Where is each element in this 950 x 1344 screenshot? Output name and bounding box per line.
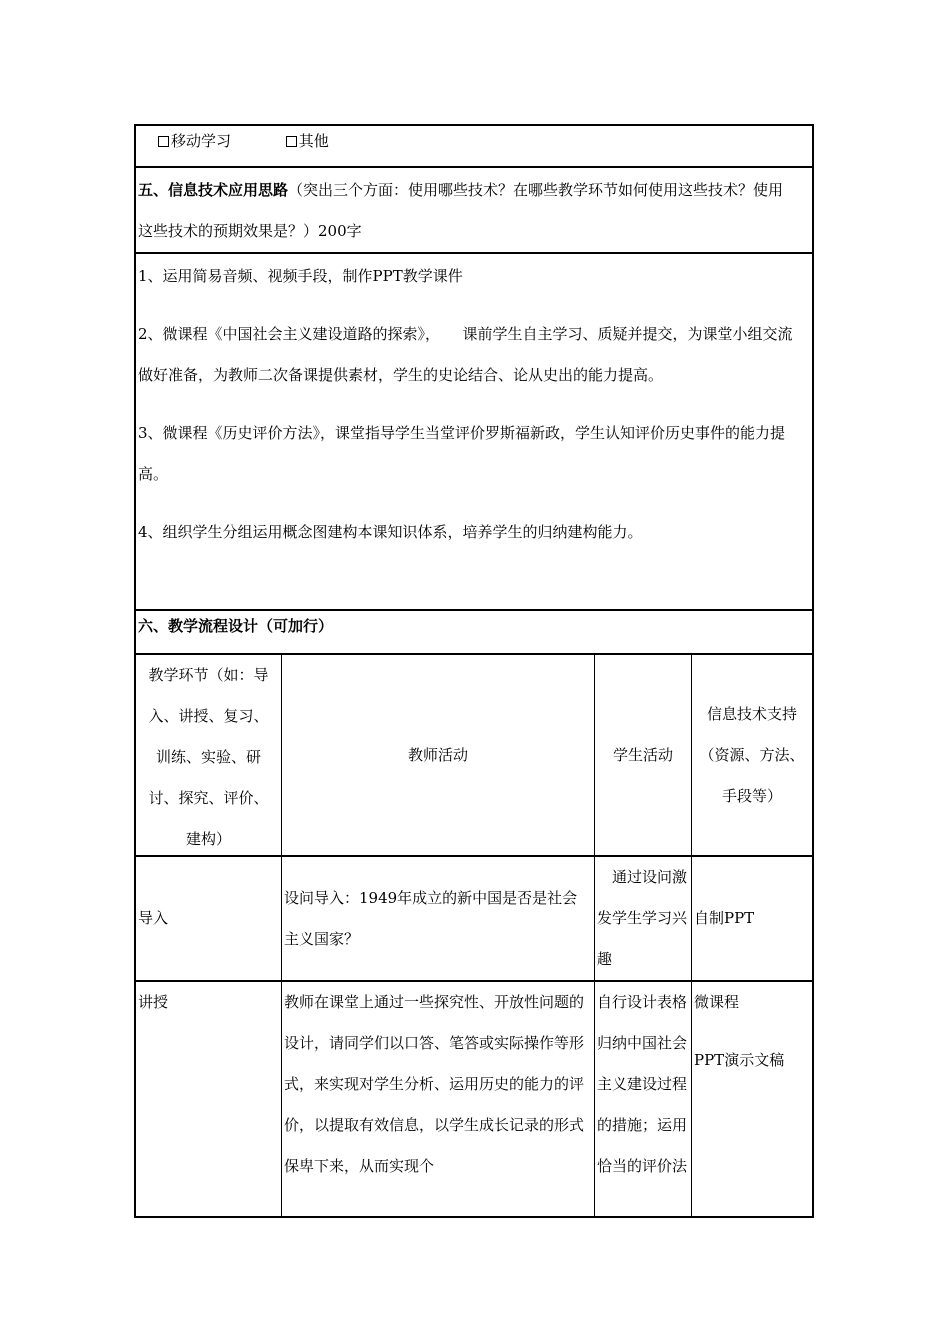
document-table: [134, 124, 814, 1218]
section5-note: （突出三个方面：使用哪些技术？在哪些教学环节如何使用这些技术？使用这些技术的预期效果是？）200字: [138, 181, 784, 240]
row-teacher: 设问导入：1949年成立的新中国是否是社会主义国家？: [282, 857, 595, 980]
section5-item: 3、微课程《历史评价方法》，课堂指导学生当堂评价罗斯福新政，学生认知评价历史事件的能力提高。: [138, 424, 786, 483]
header-teacher: 教师活动: [282, 655, 595, 855]
row-student: 自行设计表格归纳中国社会主义建设过程的措施；运用恰当的评价法: [595, 982, 692, 1216]
table-header-row: [134, 653, 814, 855]
header-stage: 教学环节（如：导入、讲授、复习、训练、实验、研讨、探究、评价、建构）: [136, 655, 282, 855]
section5-heading: [134, 166, 814, 252]
row-teacher: 教师在课堂上通过一些探究性、开放性问题的设计，请同学们以口答、笔答或实际操作等形式，来实现对学生分析、运用历史的能力的评价，以提取有效信息，以学生成长记录的形式保卑下来，从而实现个: [282, 982, 595, 1216]
section5-title: 五、信息技术应用思路: [138, 181, 289, 199]
section5-item: 2、微课程《中国社会主义建设道路的探索》， 课前学生自主学习、质疑并提交，为课堂小组交流做好准备，为教师二次备课提供素材，学生的史论结合、论从史出的能力提高。: [138, 325, 793, 384]
row-student: 通过设问激发学生学习兴趣: [595, 857, 692, 980]
section6-heading: 六、教学流程设计（可加行）: [134, 609, 814, 653]
row-tech-item: 微课程: [694, 993, 740, 1011]
section5-body: [134, 252, 814, 609]
row-tech: [692, 982, 812, 1216]
header-student: 学生活动: [595, 655, 692, 855]
checkbox-icon: [158, 136, 169, 147]
section5-item: 4、组织学生分组运用概念图建构本课知识体系，培养学生的归纳建构能力。: [138, 523, 643, 541]
checkbox-icon: [286, 136, 297, 147]
section5-item: 1、运用简易音频、视频手段，制作PPT教学课件: [138, 267, 463, 285]
options-row: [134, 124, 814, 166]
checkbox-mobile[interactable]: 移动学习: [158, 132, 231, 150]
row-stage: 导入: [136, 857, 282, 980]
row-tech: 自制PPT: [694, 909, 755, 927]
table-row: [134, 980, 814, 1218]
row-stage: 讲授: [136, 982, 282, 1216]
table-row: [134, 855, 814, 980]
header-tech: 信息技术支持（资源、方法、手段等）: [699, 704, 805, 805]
checkbox-other[interactable]: 其他: [286, 132, 329, 150]
row-tech-item: PPT演示文稿: [694, 1051, 785, 1069]
